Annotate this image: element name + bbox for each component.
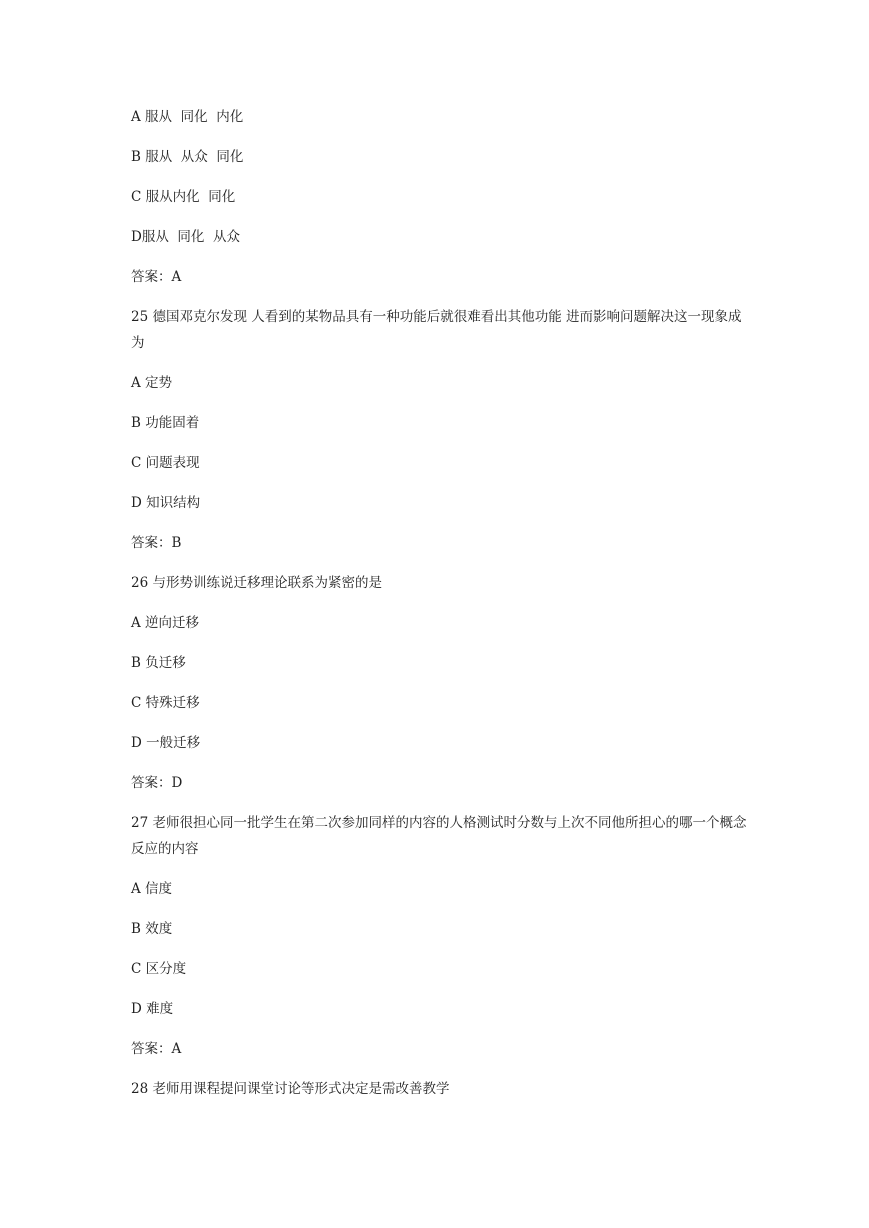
question-stem: 26 与形势训练说迁移理论联系为紧密的是 <box>131 575 382 591</box>
question-stem: 28 老师用课程提问课堂讨论等形式决定是需改善教学 <box>131 1081 450 1097</box>
document-page <box>131 104 751 1116</box>
option-item: A 服从 同化 内化 <box>131 109 244 125</box>
answer-line: 答案：D <box>131 775 183 791</box>
answer-line: 答案：A <box>131 1041 182 1057</box>
answer-line: 答案：B <box>131 535 182 551</box>
option-item: A 逆向迁移 <box>131 615 200 631</box>
option-item: D 难度 <box>131 1001 174 1017</box>
question-stem: 25 德国邓克尔发现 人看到的某物品具有一种功能后就很难看出其他功能 进而影响问题解决这一现象成为 <box>131 309 742 351</box>
option-item: D 一般迁移 <box>131 735 201 751</box>
option-item: A 定势 <box>131 375 173 391</box>
option-item: B 服从 从众 同化 <box>131 149 244 165</box>
option-item: D服从 同化 从众 <box>131 229 240 245</box>
option-item: C 区分度 <box>131 961 187 977</box>
option-item: B 效度 <box>131 921 173 937</box>
option-item: C 问题表现 <box>131 455 200 471</box>
option-item: B 负迁移 <box>131 655 186 671</box>
option-item: D 知识结构 <box>131 495 201 511</box>
answer-line: 答案：A <box>131 269 182 285</box>
option-item: A 信度 <box>131 881 173 897</box>
option-item: C 服从内化 同化 <box>131 189 236 205</box>
option-item: C 特殊迁移 <box>131 695 200 711</box>
question-stem: 27 老师很担心同一批学生在第二次参加同样的内容的人格测试时分数与上次不同他所担心的哪一个概念反应的内容 <box>131 815 747 857</box>
option-item: B 功能固着 <box>131 415 200 431</box>
